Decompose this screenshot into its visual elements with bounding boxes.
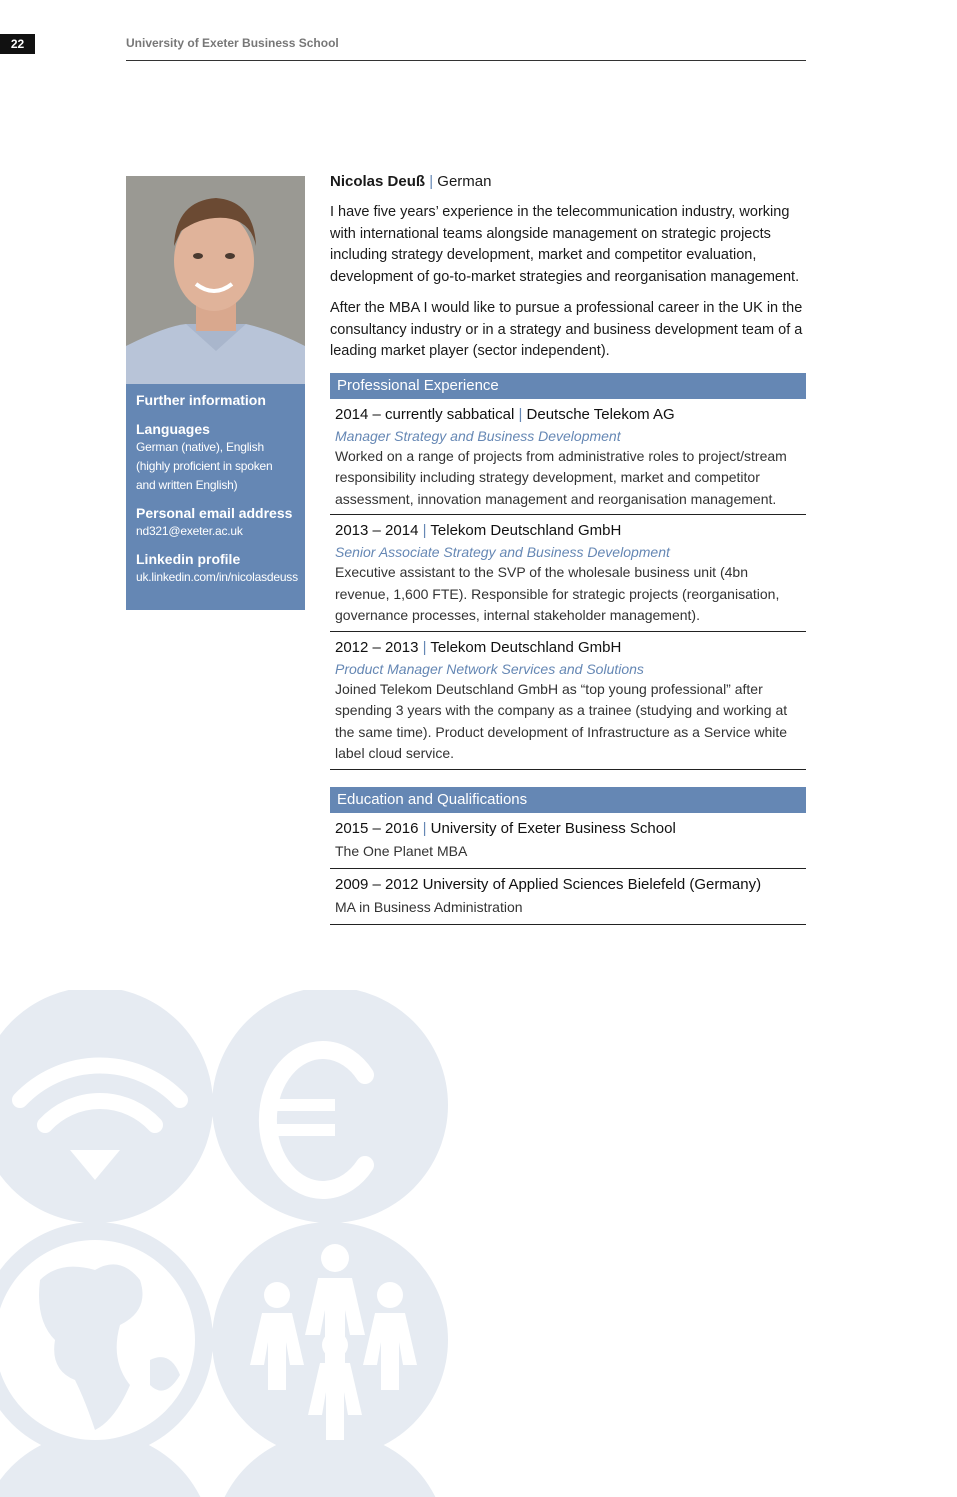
globe-icon [0, 1240, 195, 1440]
entry-heading [335, 637, 801, 659]
entry-heading [335, 404, 801, 426]
entry-separator: | [518, 405, 523, 423]
entry-period: 2015 – 2016 [335, 819, 419, 837]
entry-role: Manager Strategy and Business Development [335, 427, 621, 444]
experience-entry [330, 399, 806, 516]
header-title: University of Exeter Business School [126, 36, 339, 50]
entry-period: 2014 – currently sabbatical [335, 405, 515, 423]
main-content [330, 172, 806, 925]
entry-company: Deutsche Telekom AG [526, 405, 675, 423]
linkedin-label: Linkedin profile [136, 551, 241, 567]
entry-qualification: MA in Business Administration [335, 898, 523, 915]
entry-period: 2012 – 2013 [335, 638, 419, 656]
entry-separator: | [422, 638, 427, 656]
entry-heading [335, 520, 801, 542]
entry-company: Telekom Deutschland GmbH [430, 522, 622, 539]
intro-paragraph: I have five years’ experience in the telecommunication industry, working with international teams alongside management on strategic projects including strategy development, market and competitor evaluation, development of go-to-market strategies and reorganisation management. [330, 204, 800, 285]
education-entry [330, 813, 806, 869]
education-entry [330, 869, 806, 925]
education-section-title: Education and Qualifications [330, 787, 806, 813]
entry-role: Product Manager Network Services and Solutions [335, 660, 644, 677]
portrait-image [126, 176, 305, 384]
decorative-background-graphic [0, 990, 460, 1497]
languages-value: German (native), English (highly proficient in spoken and written English) [136, 440, 273, 492]
experience-entry [330, 632, 806, 770]
further-information-box [126, 384, 305, 610]
entry-separator: | [422, 522, 427, 539]
intro-text [330, 202, 806, 363]
entry-description: Worked on a range of projects from administrative roles to project/stream responsibility including strategy development, market and competitor assessment, innovation management and reorganisation management. [335, 447, 787, 507]
header-rule [126, 60, 806, 61]
linkedin-value[interactable]: uk.linkedin.com/in/nicolasdeuss [136, 570, 298, 584]
entry-heading: 2009 – 2012 University of Applied Sciences Bielefeld (Germany) [335, 875, 762, 893]
entry-description: Joined Telekom Deutschland GmbH as “top young professional” after spending 3 years with the company as a trainee (studying and working at the same time). Product development of Infrastructure as a Service white label cloud service. [335, 680, 788, 761]
page-number: 22 [0, 34, 35, 54]
entry-role: Senior Associate Strategy and Business Development [335, 544, 670, 560]
entry-separator: | [422, 819, 427, 837]
nationality: German [437, 173, 492, 190]
name-line [330, 172, 806, 192]
email-label: Personal email address [136, 505, 293, 521]
sidebar-heading: Further information [136, 392, 266, 408]
entry-company: Telekom Deutschland GmbH [430, 638, 622, 656]
profile-photo [126, 176, 305, 384]
entry-period: 2013 – 2014 [335, 522, 419, 539]
entry-description: Executive assistant to the SVP of the wholesale business unit (4bn revenue, 1,600 FTE). Responsible for strategic projects (reorganisation, governance processes, internal stakeholder management). [335, 564, 780, 623]
entry-heading [335, 818, 801, 840]
experience-entry [330, 515, 806, 632]
languages-label: Languages [136, 421, 210, 437]
entry-qualification: The One Planet MBA [335, 842, 468, 859]
intro-paragraph: After the MBA I would like to pursue a professional career in the UK in the consultancy industry or in a strategy and business development team of a leading market player (sector independent). [330, 300, 803, 359]
email-value[interactable]: nd321@exeter.ac.uk [136, 524, 243, 538]
entry-institution: University of Exeter Business School [430, 819, 676, 837]
experience-section-title: Professional Experience [330, 373, 806, 399]
name-separator: | [429, 173, 434, 190]
profile-name: Nicolas Deuß [330, 173, 426, 190]
